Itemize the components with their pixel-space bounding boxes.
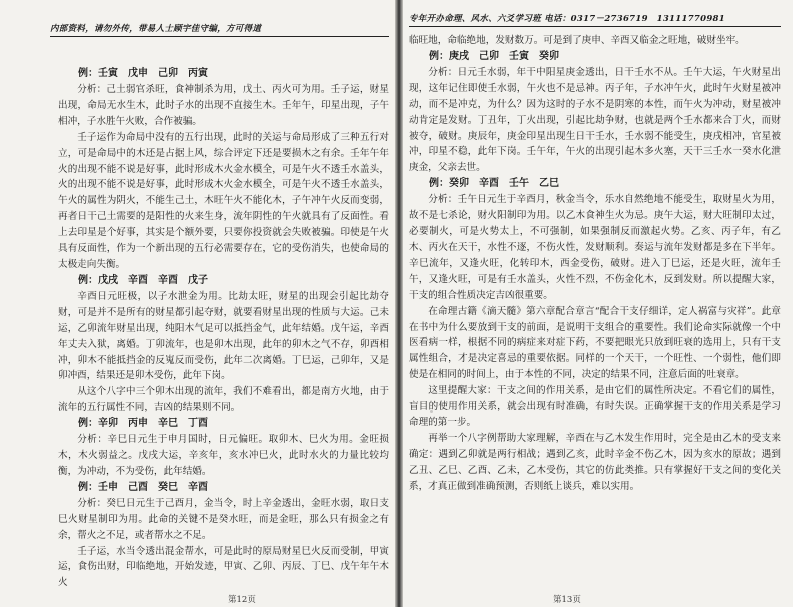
body-paragraph: 分析：癸巳日元生于己酉月，金当令，时上辛金透出，金旺水弱，取日支巳火财星制印为用。此命的关键不是癸水旺，而是金旺，那么只有损金之有余，帮火之不足，或者帮水之不足。: [58, 497, 389, 541]
body-paragraph: 辛酉日元旺极，以子水泄金为用。比劫太旺，财星的出现会引起比劫夺财，可是并不是所有的财星都引起夺财，就要看财星出现的性质与大运。己未运，乙卯流年财星出现，纯阳木气足可以抵挡金气，此年结婚。戊午运，辛酉年丈夫入狱，离婚。丁卯流年，也是卯木出现，此年的卯木之气不存，卯酉相冲，卯木不能抵挡金的反嵬反而受伤，此年二次离婚。丁巳运，己卯年，又是卯冲酉，结果还是卯木受伤，此年下岗。: [58, 290, 389, 382]
body-paragraph: 从这个八字中三个卯木出现的流年，我们不难看出，都是南方火地，由于流年的五行属性不同，吉凶的结果则不同。: [58, 386, 389, 414]
example-heading: 例：戊戌 辛酉 辛酉 戊子: [78, 274, 208, 286]
example-heading: 例：辛卯 丙申 辛巳 丁酉: [78, 418, 208, 430]
scan-speck: [120, 470, 122, 472]
left-page-content: [58, 66, 389, 591]
example-heading: 例：壬申 己酉 癸巳 辛酉: [78, 481, 208, 493]
scan-speck: [430, 410, 433, 413]
example-heading: 例：庚戌 己卯 壬寅 癸卯: [429, 50, 559, 62]
example-heading: 例：癸卯 辛酉 壬午 乙巳: [429, 178, 559, 190]
body-paragraph: 壬子运，水当令透出混金帮水，可是此时的原局财星巳火反而受制，甲寅运，食伤出财，印临绝地，开始发迹，甲寅、乙卯、丙辰、丁巳、戊午年午木火: [58, 545, 389, 589]
body-paragraph: 这里提醒大家：干支之间的作用关系，是由它们的属性所决定。不看它们的属性，盲目的使用作用关系，就会出现有时准确，有时失误。正确掌握干支的作用关系是学习命理的第一步。: [409, 385, 781, 428]
right-page-number: 第13页: [553, 595, 581, 605]
body-paragraph: 分析：己土弱官杀旺，食神制杀为用，戊土、丙火可为用。壬子运，财星出现，命局无水生木，此时子水的出现不直接生木。壬年午，印星出现，子午相冲，子水胜午火败，合作被骗。: [58, 84, 389, 127]
body-paragraph: 在命理古籍《滴天髓》第六章配合章言“配合干支仔细详，定人祸富与灾祥”。此章在书中为什么要放到干支的前面，是说明干支组合的重要性。我们论命实际就像一个中医看病一样，根据不同的病症来对症下药，不要把眼光只放到旺衰的选用上，只有干支属性组合，才是决定喜忌的重要依据。同样的一个天干，一个旺性、一个弱性，他们即使是在相同的时间上，由于本性的不同，决定的结果不同，注意后面的吐衰章。: [409, 305, 781, 381]
body-paragraph: 再举一个八字例帮助大家理解，辛酉在与乙木发生作用时，完全是由乙木的受支来确定：遇到乙卯就是两行相战；遇到乙亥，此时辛金不伤乙木，因为亥水的原故；遇到乙丑、乙巳、乙酉、乙未，乙木受伤，其它的仿此类推。只有掌握好干支之间的变化关系，才真正做到准确预测，否则纸上谈兵，难以实用。: [409, 432, 781, 492]
book-gutter: [395, 0, 403, 607]
right-page: [403, 0, 793, 607]
body-paragraph: 分析：辛巳日元生于申月国时，日元偏旺。取卯木、巳火为用。金旺损木，木火弱益之。戊戌大运，辛亥年，亥水冲巳火，此时水火的力量比较均衡，为冲动，不为受伤，此年结婚。: [58, 434, 389, 477]
left-page-number: 第12页: [228, 595, 256, 605]
right-page-content: [409, 33, 781, 494]
body-paragraph: 分析：壬午日元生于辛酉月，秋金当令，乐水自然绝地不能受生，取财星火为用，故不是七杀论，财火阳制印为用。以乙木食神生火为忌。庚午大运，财大旺制印太过，必要制火，可是火势太上，不可强制，如果强制反而激起火势。乙亥、丙子年，有乙木、丙火在天干，水性不逐，不伤火性，发财顺利。奏运与流年发财都是多在下半年。辛巳流年，又逢火旺，化转印木，西金受伤，破财。进入丁巳运，还是火旺，流年壬午，又逢火旺，可是有壬水盖头，火性不烈，不伤金化木，反到发财。所以提醒大家，干支的组合性质决定吉凶很重要。: [409, 194, 781, 301]
body-paragraph: 分析：日元壬水弱，年干中阳星庚金透出，日干壬水不从。壬午大运，午火财星出现，这年记住即使壬水弱，午火也不是忌神。丙子年，子水冲午火，此时午火财星被冲动，而不是冲克，为什么？因为这时的子水不是阴寒的本性，而午火为冲动，财星被冲动肯定是发财。丁丑年，丁火出现，引起比劫争财，也就是两个壬水都来合丁火，而财被夺，破财。庚辰年，庚金印星出现生日干壬水，壬水弱不能受生，庚戌相冲，官星被冲，印星不稳，此年下岗。壬午年，午火的出现引起木多火塞，天干三壬水一癸水化泄庚金，父亲去世。: [409, 66, 781, 174]
scan-speck: [700, 120, 702, 122]
right-page-header: 专年开办命理、风水、六爻学习班 电话：0317－2736719 13111770981: [409, 12, 781, 27]
left-page-header: 内部资料，请勿外传，带易人士顾宇佳守编，方可得道: [50, 22, 389, 37]
body-paragraph: 壬子运作为命局中没有的五行出现，此时的关运与命局形成了三种五行对立，可是命局中的木还是占据上风，综合评定下还是要损木之有余。壬年午年火的出现不能不说是好事，此时形成木火金水模全，可是午火不透壬水盖头，火的出现不能不说是好事，此时形成木火金水模全，可是午火不透壬水盖头，午火的属性为阴火，不能生己土，木旺午火不能化木，子午冲午火反而变弱，再者日干己土需要的是阳性的火来生身，流年阴性的午火就具有了反面性。看上去印星是个好事，其实是个额外要，只要你投资就会失败被骗。印使是午火具有反面性，作为一个新出现的五行必需要存在，它的受伤消失，也使命局的太极走向失衡。: [58, 131, 389, 270]
body-paragraph: 临旺地，命临绝地，发财数万。可是到了庚申、辛酉又临金之旺地，破财坐牢。: [409, 35, 745, 46]
example-heading: 例：壬寅 戊申 己卯 丙寅: [78, 68, 208, 79]
